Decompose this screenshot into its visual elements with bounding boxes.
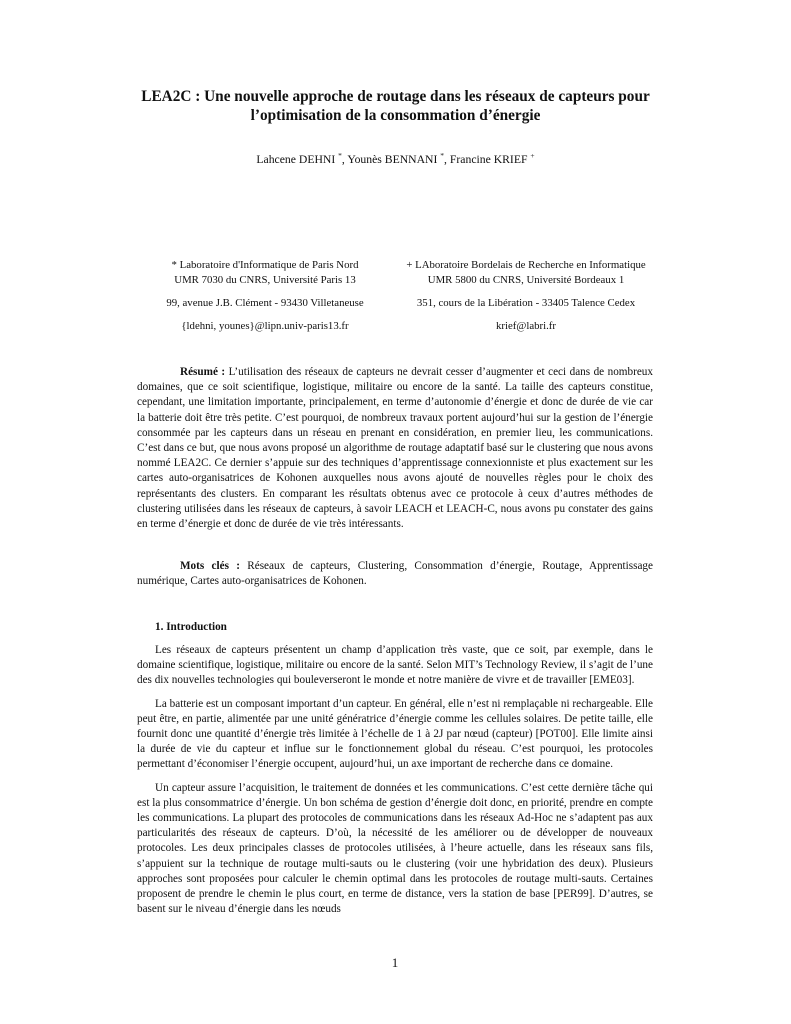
- author-2: , Younès BENNANI: [341, 152, 441, 166]
- author-3: , Francine KRIEF: [444, 152, 531, 166]
- affiliation-left-email: {ldehni, younes}@lipn.univ-paris13.fr: [181, 320, 349, 332]
- affiliation-left-address: 99, avenue J.B. Clément - 93430 Villetaneuse: [166, 297, 364, 309]
- abstract-label: Résumé :: [180, 366, 226, 378]
- author-2-mark: *: [440, 151, 445, 160]
- author-list: [120, 151, 671, 166]
- affiliation-left-lab: * Laboratoire d'Informatique de Paris Nord: [171, 259, 359, 271]
- body-paragraph: Les réseaux de capteurs présentent un champ d’application très vaste, que ce soit, par exemple, dans le domaine scientifique, logistique, militaire ou encore de la santé. Selon MIT’s Technology Review, il s’agit de l’une des dix nouvelles technologies qui bouleverseront le monde et notre manière de vivre et de travailler [EME03].: [137, 644, 653, 687]
- abstract: [137, 365, 653, 532]
- keywords-text: Réseaux de capteurs, Clustering, Consommation d’énergie, Routage, Apprentissage numérique, Cartes auto-organisatrices de Kohonen.: [137, 560, 653, 588]
- author-1: Lahcene DEHNI: [256, 152, 339, 166]
- affiliation-right: [396, 258, 656, 334]
- title-line-1: LEA2C : Une nouvelle approche de routage dans les réseaux de capteurs pour: [141, 88, 650, 105]
- paper-title: [120, 87, 671, 125]
- body-paragraph: La batterie est un composant important d’un capteur. En général, elle n’est ni remplaçable ni rechargeable. Elle peut être, en partie, alimentée par une unité génératrice d’énergie comme les cellules solaires. De petite taille, elle fournit donc une quantité d’énergie très limitée à l’échelle de 1 à 2J par nœud (capteur) [POT00]. Elle limite ainsi la durée de vie du capteur et influe sur le fonctionnement global du réseau. C’est pourquoi, les protocoles permettant d’économiser l’énergie occupent, aujourd’hui, un axe important de recherche dans ce domaine.: [137, 697, 653, 771]
- body-paragraph: Un capteur assure l’acquisition, le traitement de données et les communications. C’est cette dernière tâche qui est la plus consommatrice d’énergie. Un bon schéma de gestion d’énergie doit donc, en priorité, prendre en compte les communications. La plupart des protocoles de communications dans les réseaux Ad-Hoc ne s’adaptent pas aux particularités des réseaux de capteurs. D’où, la nécessité de les améliorer ou de développer de nouveaux protocoles. Les deux principales classes de protocoles utilisées, à l’heure actuelle, dans les réseaux sans fils, s’appuient sur la technique de routage multi-sauts ou le clustering (voir une hybridation des deux). Plusieurs approches sont proposées pour calculer le chemin optimal dans les protocoles de routage multi-sauts. Certaines proposent de prendre le chemin le plus court, en terme de distance, vers la station de base [PER99]. D’autres, se basent sur le niveau d’énergie dans les nœuds: [137, 781, 653, 916]
- affiliation-right-lab: + LAboratoire Bordelais de Recherche en Informatique: [406, 259, 646, 271]
- affiliation-left-umr: UMR 7030 du CNRS, Université Paris 13: [174, 274, 356, 286]
- page-number: 1: [391, 955, 399, 970]
- author-3-mark: +: [530, 151, 535, 160]
- section-heading-introduction: 1. Introduction: [155, 621, 227, 633]
- keywords-label: Mots clés :: [180, 560, 240, 572]
- author-1-mark: *: [338, 151, 342, 160]
- affiliation-left: [135, 258, 395, 334]
- abstract-paragraph: [137, 365, 653, 532]
- affiliation-right-address: 351, cours de la Libération - 33405 Talence Cedex: [416, 297, 636, 309]
- keywords: [137, 559, 653, 589]
- affiliation-right-email: krief@labri.fr: [496, 320, 556, 332]
- keywords-paragraph: [137, 559, 653, 589]
- abstract-text: L’utilisation des réseaux de capteurs ne devrait cesser d’augmenter et ceci dans de nombreux domaines, que ce soit scientifique, logistique, militaire ou encore de la santé. La taille des capteurs constitue, cependant, une limitation importante, principalement, en terme d’autonomie d’énergie et donc de durée de vie car la batterie doit être très petite. C’est pourquoi, de nombreux travaux portent aujourd’hui sur la gestion de l’énergie consommée par les capteurs dans un réseau en prenant en considération, en premier lieu, les communications. C’est dans ce but, que nous avons proposé un algorithme de routage adaptatif basé sur le clustering que nous avons nommé LEA2C. Ce dernier s’appuie sur des techniques d’apprentissage connexionniste et plus exactement sur les cartes auto-organisatrices de Kohonen auxquelles nous avons ajouté de nouvelles règles pour le choix des représentants des clusters. En comparant les résultats obtenus avec ce protocole à ceux d’autres méthodes de clustering utilisées dans les réseaux de capteurs, à savoir LEACH et LEACH-C, nous avons pu constater des gains en terme d’énergie et donc de durée de vie très intéressants.: [137, 366, 653, 531]
- introduction-body: [137, 643, 653, 925]
- title-line-2: l’optimisation de la consommation d’énergie: [250, 107, 541, 124]
- affiliation-right-umr: UMR 5800 du CNRS, Université Bordeaux 1: [427, 274, 625, 286]
